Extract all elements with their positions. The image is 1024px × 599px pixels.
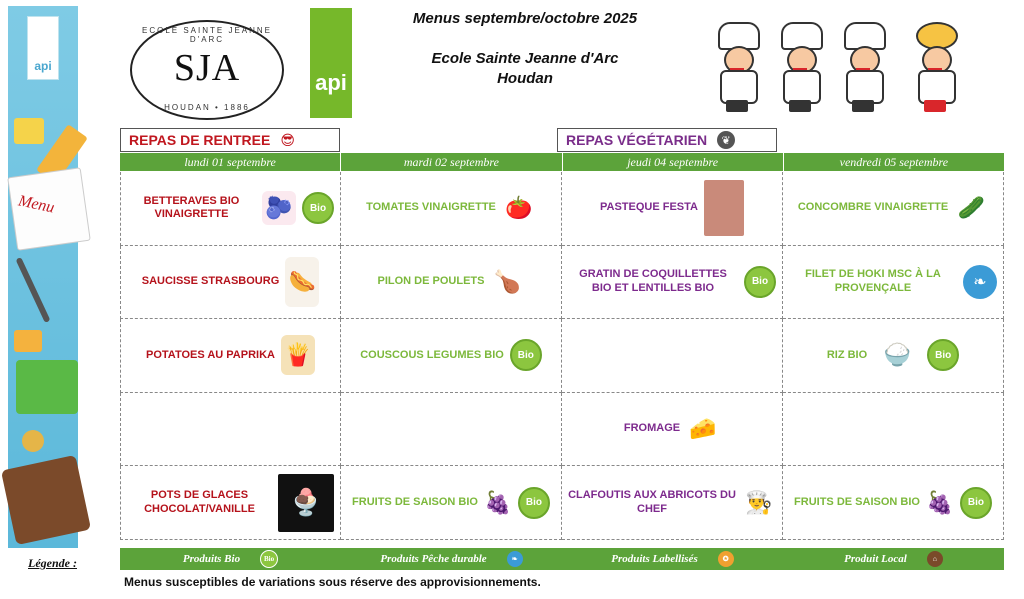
legend-item-local	[783, 551, 1004, 567]
bio-label-icon: Bio	[960, 487, 992, 519]
snail-icon	[22, 430, 44, 452]
menu-cell	[341, 246, 562, 320]
menu-cell	[562, 172, 783, 246]
cheese-icon: 🧀	[689, 416, 717, 442]
chef-illustration-3	[838, 22, 888, 114]
theme-vegetarien	[557, 128, 777, 152]
school-name: Ecole Sainte Jeanne d'Arc	[431, 50, 619, 67]
legend-item-label: Produits Bio	[182, 553, 241, 565]
dish-name: CLAFOUTIS AUX ABRICOTS DU CHEF	[568, 488, 736, 515]
menu-cell	[783, 246, 1004, 320]
school-seal-logo	[130, 20, 284, 120]
tomato-icon: 🍅	[505, 195, 533, 221]
sustainable-fishing-icon: ❧	[507, 551, 523, 567]
api-small-logo	[27, 16, 59, 80]
menu-cell	[341, 319, 562, 393]
legend-item-bio	[120, 550, 341, 568]
dish-name: TOMATES VINAIGRETTE	[366, 201, 496, 214]
beetroot-icon: 🫐	[262, 191, 296, 225]
footnote: Menus susceptibles de variations sous réserve des approvisionnements.	[124, 575, 541, 589]
menu-grid	[120, 172, 1004, 540]
menu-cell	[783, 319, 1004, 393]
api-logo-text: api	[315, 70, 347, 95]
dish-name: PASTEQUE FESTA	[600, 201, 698, 214]
vegetarian-icon: ❦	[717, 131, 735, 149]
api-small-logo-text: api	[34, 59, 52, 73]
menu-cell	[783, 466, 1004, 540]
theme-vegetarien-label: REPAS VÉGÉTARIEN	[566, 132, 708, 148]
dish-name: FROMAGE	[623, 422, 681, 435]
quality-label-icon: ✪	[718, 551, 734, 567]
seal-brand: SJA	[173, 47, 241, 89]
bio-label-icon: Bio	[927, 339, 959, 371]
menu-cell	[783, 172, 1004, 246]
fruit-basket-icon: 🍇	[484, 489, 512, 515]
api-caterer-logo	[310, 8, 352, 118]
dish-name: COUSCOUS LEGUMES BIO	[360, 348, 504, 361]
dish-name: PILON DE POULETS	[377, 275, 485, 288]
day-header-mardi: mardi 02 septembre	[341, 153, 562, 171]
bio-label-icon: Bio	[744, 266, 776, 298]
menu-cell	[562, 466, 783, 540]
bio-label-icon: Bio	[518, 487, 550, 519]
paint-palette-icon	[1, 455, 91, 545]
menu-cell	[120, 246, 341, 320]
dish-name: POTS DE GLACES CHOCOLAT/VANILLE	[144, 488, 255, 515]
rice-bowl-icon: 🍚	[883, 342, 911, 368]
menu-cell-empty	[341, 393, 562, 467]
dish-name: FILET DE HOKI MSC À LA PROVENÇALE	[805, 268, 941, 294]
bio-label-icon: Bio	[260, 550, 278, 568]
menu-cell-empty	[783, 393, 1004, 467]
chef-illustration-1	[712, 22, 762, 114]
dish-name: FRUITS DE SAISON BIO	[352, 495, 478, 508]
day-header-jeudi: jeudi 04 septembre	[563, 153, 784, 171]
watermelon-photo-icon	[704, 180, 744, 236]
theme-rentree-label: REPAS DE RENTREE	[129, 132, 271, 148]
legend-item-peche	[341, 551, 562, 567]
menu-cell-empty	[120, 393, 341, 467]
burger-icon	[14, 330, 42, 352]
day-header-vendredi: vendredi 05 septembre	[839, 155, 949, 169]
local-product-icon: ⌂	[927, 551, 943, 567]
sunglasses-emoji-icon: 😎	[280, 131, 295, 148]
calculator-icon	[16, 360, 78, 414]
dish-name: BETTERAVES BIO VINAIGRETTE	[143, 194, 240, 221]
chef-illustration-2	[775, 22, 825, 114]
seal-ring-bottom-text: HOUDAN • 1886	[164, 103, 250, 112]
menu-cell	[341, 466, 562, 540]
menu-cell	[120, 172, 341, 246]
dish-name: GRATIN DE COQUILLETTES BIO ET LENTILLES BIO	[579, 268, 727, 294]
dish-name: RIZ BIO	[826, 348, 868, 361]
fruit-basket-icon: 🍇	[926, 489, 954, 515]
dish-name: SAUCISSE STRASBOURG	[141, 275, 280, 288]
legend-item-label: Produit Local	[844, 553, 907, 565]
cucumber-icon: 🥒	[957, 195, 985, 221]
day-header-bar	[120, 153, 1004, 171]
menu-cell	[120, 319, 341, 393]
legend-item-label: Produits Labellisés	[611, 553, 698, 565]
seal-ring-top-text: ECOLE SAINTE JEANNE D'ARC	[141, 26, 273, 44]
menu-cell	[341, 172, 562, 246]
legend-label: Légende :	[28, 556, 77, 570]
potato-wedges-icon: 🍟	[281, 335, 315, 375]
chef-icon: 👨‍🍳	[745, 489, 773, 515]
cupcake-icon	[14, 118, 44, 144]
bio-label-icon: Bio	[510, 339, 542, 371]
legend-bar	[120, 548, 1004, 570]
sustainable-fishing-icon: ❧	[963, 265, 997, 299]
dish-name: POTATOES AU PAPRIKA	[146, 348, 275, 361]
chicken-leg-icon: 🍗	[493, 268, 522, 294]
menu-cell	[562, 246, 783, 320]
chef-illustration-4	[910, 22, 960, 114]
menu-cell-empty	[562, 319, 783, 393]
day-header-lundi: lundi 01 septembre	[120, 153, 341, 171]
legend-item-labellises	[562, 551, 783, 567]
menu-cell	[120, 466, 341, 540]
ice-cream-cup-icon: 🍨	[278, 474, 334, 532]
sausage-icon: 🌭	[285, 257, 319, 307]
theme-rentree	[120, 128, 340, 152]
town-name: Houdan	[497, 70, 553, 87]
bio-label-icon: Bio	[302, 192, 334, 224]
legend-item-label: Produits Pêche durable	[380, 553, 487, 565]
dish-name: FRUITS DE SAISON BIO	[794, 495, 920, 508]
menu-script-icon: Menu	[16, 192, 56, 217]
menu-title: Menus septembre/octobre 2025	[412, 10, 638, 27]
dish-name: CONCOMBRE VINAIGRETTE	[797, 201, 949, 214]
menu-cell	[562, 393, 783, 467]
